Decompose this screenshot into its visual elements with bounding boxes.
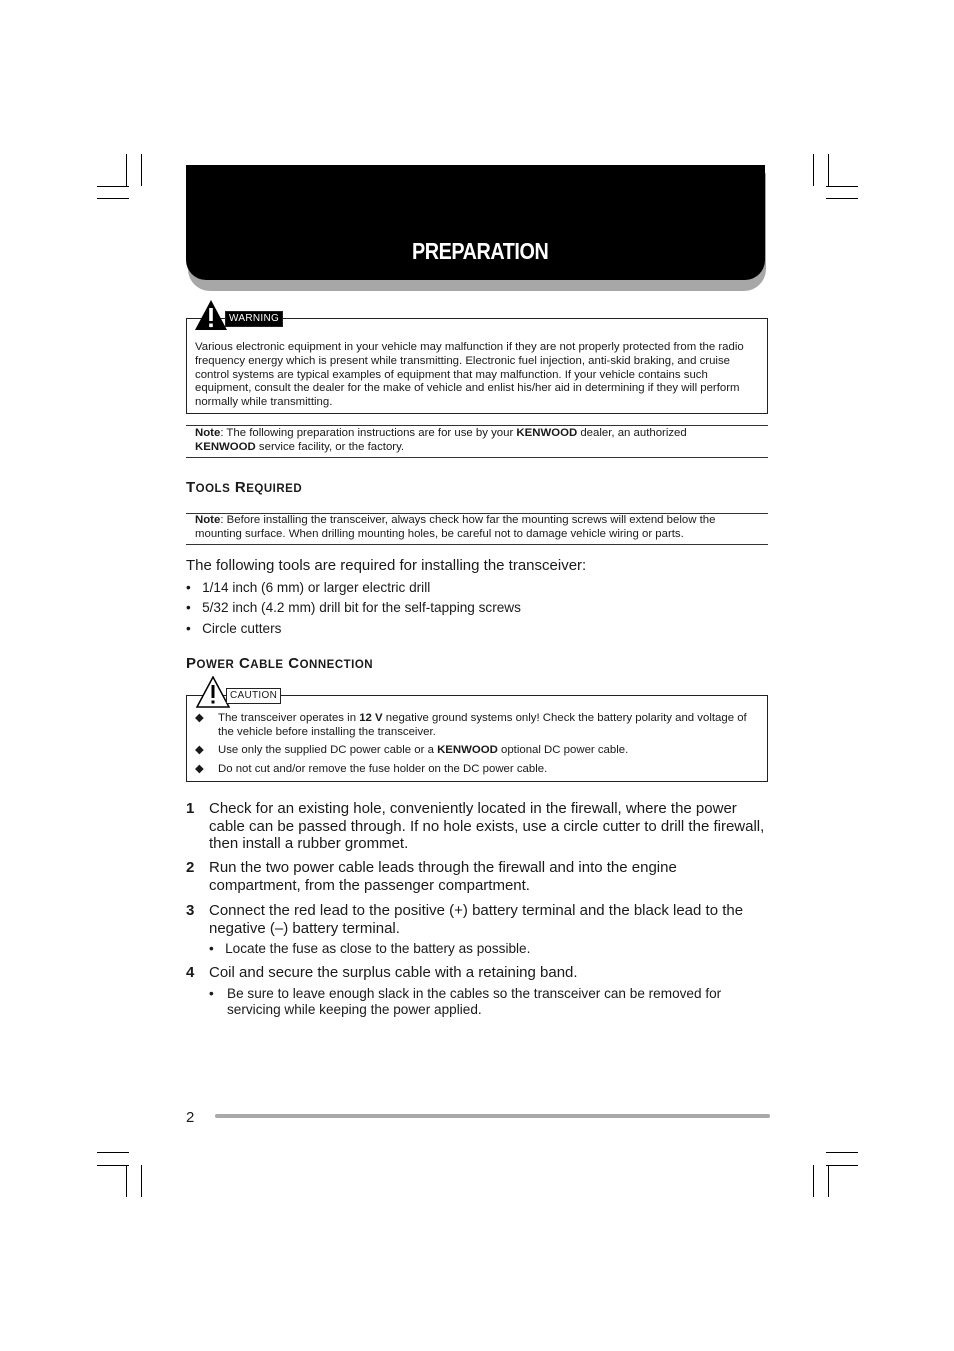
crop-mark: [828, 154, 829, 186]
section-heading-power: POWER CABLE CONNECTION: [186, 655, 374, 672]
brand-name: KENWOOD: [516, 427, 578, 439]
step-text: Connect the red lead to the positive (+) battery terminal and the black lead to the negative (–) battery terminal.: [209, 902, 744, 937]
crop-mark: [828, 1165, 829, 1197]
caution-item: ◆ The transceiver operates in 12 V negative ground systems only! Check the battery polarity and voltage of the vehicle before installing the transceiver.: [195, 712, 747, 738]
caution-icon: [196, 676, 230, 708]
warning-label: WARNING: [225, 311, 283, 327]
crop-mark: [826, 198, 858, 199]
step-subitem: • Be sure to leave enough slack in the cables so the transceiver can be removed for servicing while keeping the power applied.: [209, 986, 722, 1017]
crop-mark: [97, 198, 129, 199]
crop-mark: [126, 154, 127, 186]
crop-mark: [97, 186, 129, 187]
note-label: Note: [195, 427, 221, 439]
crop-mark: [126, 1165, 127, 1197]
divider: [186, 544, 768, 545]
crop-mark: [97, 1152, 129, 1153]
page-title: PREPARATION: [412, 238, 549, 264]
list-item: • 1/14 inch (6 mm) or larger electric drill: [186, 580, 431, 595]
tools-intro: The following tools are required for installing the transceiver:: [186, 557, 587, 574]
note-preparation: [195, 427, 755, 455]
note-text: : The following preparation instructions are for use by your: [220, 427, 517, 439]
crop-mark: [141, 1165, 142, 1197]
note-text: : Before installing the transceiver, always check how far the mounting screws will extend below the mounting surface. When drilling mounting holes, be careful not to damage vehicle wiring or parts.: [195, 514, 716, 540]
step-number: 2: [186, 859, 195, 876]
brand-name: KENWOOD: [195, 440, 256, 453]
caution-item: ◆ Use only the supplied DC power cable or a KENWOOD optional DC power cable.: [195, 744, 629, 756]
step-subitem: • Locate the fuse as close to the battery as possible.: [209, 941, 531, 956]
step-number: 4: [186, 964, 195, 981]
crop-mark: [826, 1152, 858, 1153]
step-text: Coil and secure the surplus cable with a retaining band.: [209, 964, 578, 981]
note-tools: [195, 514, 760, 542]
page-number: 2: [186, 1109, 195, 1126]
warning-text: Various electronic equipment in your vehicle may malfunction if they are not properly protected from the radio frequency energy which is present while transmitting. Electronic fuel injection, anti-skid braking, and cruise control systems are typical examples of equipment that may malfunction. If your vehicle contains such equipment, consult the dealer for the make of vehicle and enlist his/her aid in determining if they will perform normally while transmitting.: [195, 341, 744, 409]
list-item: • Circle cutters: [186, 621, 282, 636]
step-number: 1: [186, 800, 195, 817]
crop-mark: [826, 186, 858, 187]
crop-mark: [813, 1165, 814, 1197]
step-text: Check for an existing hole, conveniently located in the firewall, where the power cable can be passed through. If no hole exists, use a circle cutter to drill the firewall, then install a rubber grommet.: [209, 800, 765, 852]
crop-mark: [141, 154, 142, 186]
footer-rule: [215, 1114, 770, 1118]
note-text: dealer, an authorized: [577, 427, 687, 439]
caution-label: CAUTION: [226, 688, 281, 704]
crop-mark: [813, 154, 814, 186]
warning-icon: [194, 299, 228, 331]
list-item: • 5/32 inch (4.2 mm) drill bit for the self-tapping screws: [186, 600, 521, 615]
caution-item: ◆ Do not cut and/or remove the fuse holder on the DC power cable.: [195, 763, 548, 775]
divider: [186, 425, 768, 426]
note-label: Note: [195, 514, 221, 526]
divider: [186, 457, 768, 458]
crop-mark: [97, 1165, 129, 1166]
crop-mark: [826, 1165, 858, 1166]
step-number: 3: [186, 902, 195, 919]
step-text: Run the two power cable leads through the firewall and into the engine compartment, from the passenger compartment.: [209, 859, 677, 894]
note-text: service facility, or the factory.: [255, 440, 405, 453]
section-heading-tools: TOOLS REQUIRED: [186, 479, 303, 496]
